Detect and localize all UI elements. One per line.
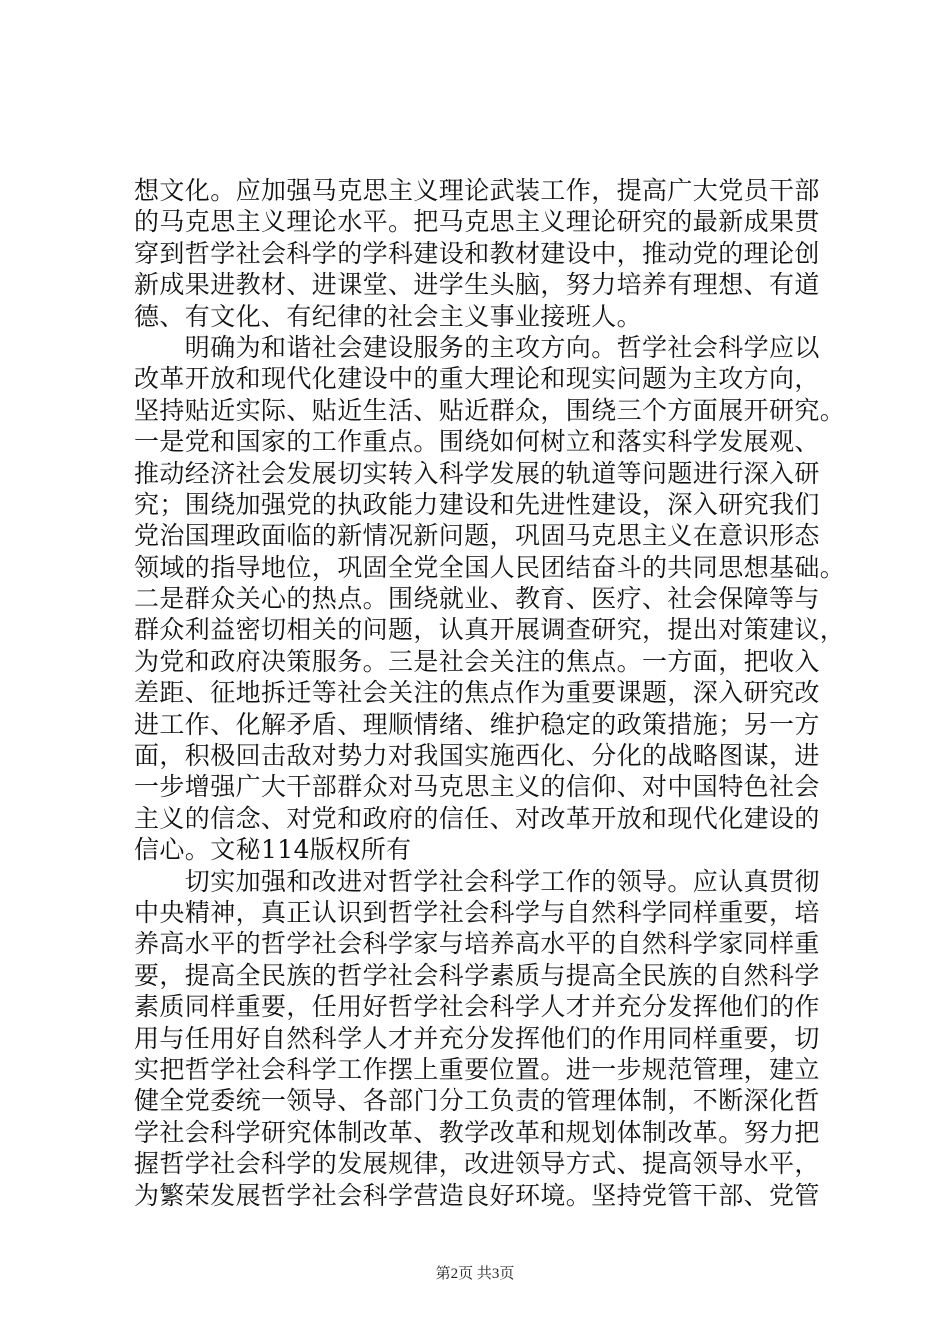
text-line: 养高水平的哲学社会科学家与培养高水平的自然科学家同样重 [134, 929, 820, 959]
text-line: 实把哲学社会科学工作摆上重要位置。进一步规范管理，建立 [134, 1054, 820, 1084]
text-line: 改革开放和现代化建设中的重大理论和现实问题为主攻方向， [134, 364, 820, 394]
text-line: 进工作、化解矛盾、理顺情绪、维护稳定的政策措施；另一方 [134, 709, 820, 739]
text-line: 一步增强广大干部群众对马克思主义的信仰、对中国特色社会 [134, 772, 820, 802]
text-line: 中央精神，真正认识到哲学社会科学与自然科学同样重要，培 [134, 897, 820, 927]
text-line: 面，积极回击敌对势力对我国实施西化、分化的战略图谋，进 [134, 741, 820, 771]
text-line: 坚持贴近实际、贴近生活、贴近群众，围绕三个方面展开研究。 [134, 395, 846, 425]
text-line: 推动经济社会发展切实转入科学发展的轨道等问题进行深入研 [134, 458, 820, 488]
text-line: 明确为和谐社会建设服务的主攻方向。哲学社会科学应以 [134, 332, 820, 362]
text-line: 究；围绕加强党的执政能力建设和先进性建设，深入研究我们 [134, 489, 820, 519]
text-line: 健全党委统一领导、各部门分工负责的管理体制，不断深化哲 [134, 1086, 820, 1116]
text-line: 切实加强和改进对哲学社会科学工作的领导。应认真贯彻 [134, 866, 820, 896]
text-line: 握哲学社会科学的发展规律，改进领导方式、提高领导水平， [134, 1149, 820, 1179]
text-line: 主义的信念、对党和政府的信任、对改革开放和现代化建设的 [134, 803, 820, 833]
text-line: 二是群众关心的热点。围绕就业、教育、医疗、社会保障等与 [134, 584, 820, 614]
text-line: 党治国理政面临的新情况新问题，巩固马克思主义在意识形态 [134, 521, 820, 551]
text-line: 为繁荣发展哲学社会科学营造良好环境。坚持党管干部、党管 [134, 1180, 820, 1210]
text-line: 德、有文化、有纪律的社会主义事业接班人。 [134, 301, 643, 331]
page-footer: 第2页 共3页 [435, 1266, 515, 1282]
text-line: 学社会科学研究体制改革、教学改革和规划体制改革。努力把 [134, 1117, 820, 1147]
text-line: 群众利益密切相关的问题，认真开展调查研究，提出对策建议， [134, 615, 846, 645]
text-line: 信心。文秘114版权所有 [134, 835, 412, 865]
text-line: 差距、征地拆迁等社会关注的焦点作为重要课题，深入研究改 [134, 678, 820, 708]
text-line: 领域的指导地位，巩固全党全国人民团结奋斗的共同思想基础。 [134, 552, 846, 582]
text-line: 新成果进教材、进课堂、进学生头脑，努力培养有理想、有道 [134, 270, 820, 300]
text-line: 一是党和国家的工作重点。围绕如何树立和落实科学发展观、 [134, 427, 820, 457]
text-line: 为党和政府决策服务。三是社会关注的焦点。一方面，把收入 [134, 646, 820, 676]
text-line: 素质同样重要，任用好哲学社会科学人才并充分发挥他们的作 [134, 992, 820, 1022]
text-line: 用与任用好自然科学人才并充分发挥他们的作用同样重要，切 [134, 1023, 820, 1053]
text-line: 穿到哲学社会科学的学科建设和教材建设中，推动党的理论创 [134, 238, 820, 268]
text-line: 要，提高全民族的哲学社会科学素质与提高全民族的自然科学 [134, 960, 820, 990]
document-body [134, 175, 846, 1211]
text-line: 想文化。应加强马克思主义理论武装工作，提高广大党员干部 [134, 176, 820, 205]
text-line: 的马克思主义理论水平。把马克思主义理论研究的最新成果贯 [134, 207, 820, 237]
